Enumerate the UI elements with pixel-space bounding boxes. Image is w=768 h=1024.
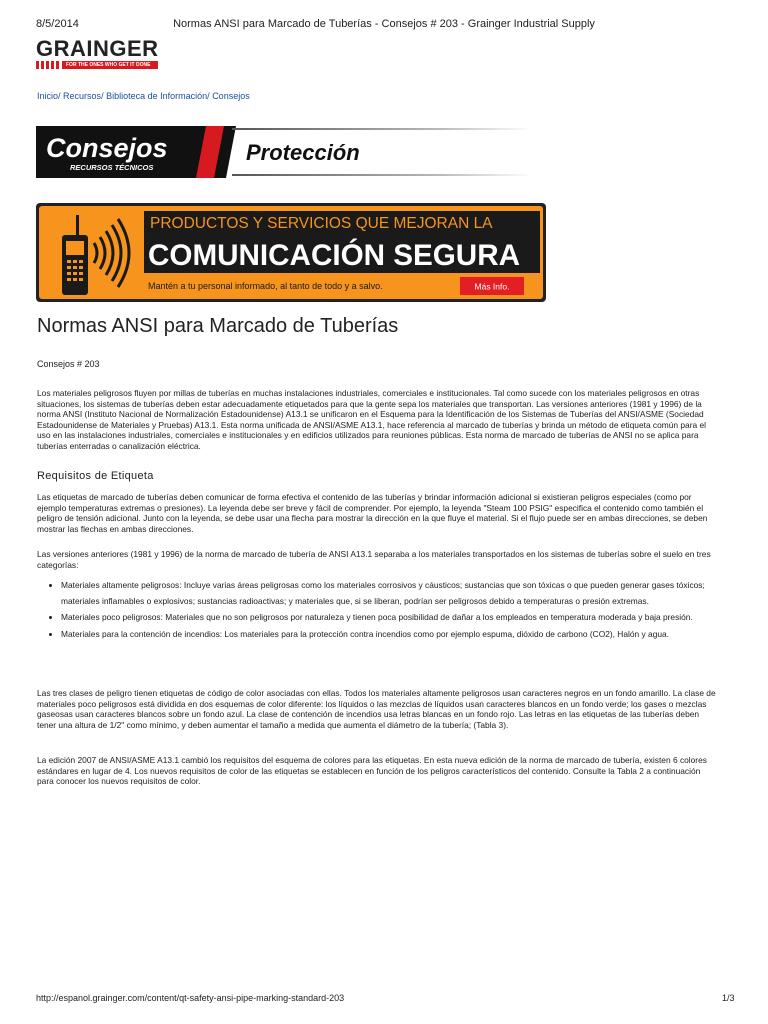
breadcrumb-biblioteca[interactable]: Biblioteca de Información xyxy=(106,91,208,101)
paragraph-3: Las tres clases de peligro tienen etiquetas de código de color asociadas con ellas. Todos los materiales altamente peligrosos usan caracteres negros en un fondo amarillo. La clase de materiales poco peligrosos está dividida en dos esquemas de color diferente: los líquidos o las mezclas de líquidos usan caracteres blancos en un fondo verde; los gases o mezclas gaseosas usan caracteres blancos sobre un fondo azul. La clase de contención de incendios usa letras blancas en un fondo rojo. Las letras en las etiquetas de las tuberías deben tener una altura de 1/2" como mínimo, y deben aumentar el tamaño a medida que aumenta el diámetro de la tubería; (Tabla 3). xyxy=(37,688,716,730)
article-title: Normas ANSI para Marcado de Tuberías xyxy=(37,315,399,337)
logo-stripes xyxy=(36,61,60,69)
grainger-logo[interactable] xyxy=(36,36,160,70)
breadcrumb-separator: / xyxy=(101,91,104,101)
category-list xyxy=(37,578,741,643)
list-item: • Materiales altamente peligrosos: Incluye varias áreas peligrosas como los materiales corrosivos y cáusticos; sustancias que son tóxicas o que pueden generar gases tóxicos; materiales inflamables o explosivos; sustancias radioactivas; y materiales que, si se liberan, podrían ser peligrosos debido a temperaturas o presión extremas. xyxy=(61,578,741,609)
consejos-brand-sub: RECURSOS TÉCNICOS xyxy=(70,163,154,172)
section-heading: Requisitos de Etiqueta xyxy=(37,470,154,482)
list-item: • Materiales para la contención de incendios: Los materiales para la protección contra incendios como por ejemplo espuma, dióxido de carbono (CO2), Halón y agua. xyxy=(61,627,741,643)
print-date: 8/5/2014 xyxy=(36,18,79,30)
consejos-banner xyxy=(36,126,532,178)
promo-tagline: Mantén a tu personal informado, al tanto de todo y a salvo. xyxy=(148,281,383,291)
paragraph-1: Las etiquetas de marcado de tuberías deben comunicar de forma efectiva el contenido de las tuberías y brindar información adicional si existieran peligros especiales (como por ejemplo temperaturas extremas o presiones). La leyenda debe ser breve y fácil de comprender. Por ejemplo, la leyenda "Steam 100 PSIG" especifica el contenido como también el peligro de tensión adicional. Junto con la leyenda, se debe usar una flecha para mostrar la dirección en la que fluye el material. Si el flujo puede ser en ambas direcciones, se deben mostrar las flechas en ambas direcciones. xyxy=(37,492,708,534)
paragraph-2: Las versiones anteriores (1981 y 1996) de la norma de marcado de tubería de ANSI A13.1 separaba a los materiales transportados en los sistemas de tuberías sobre el suelo en tres categorías: xyxy=(37,549,711,570)
mas-info-button[interactable] xyxy=(460,277,524,295)
promo-line2: COMUNICACIÓN SEGURA xyxy=(148,239,525,272)
breadcrumb-consejos[interactable]: Consejos xyxy=(212,91,250,101)
breadcrumb-separator: / xyxy=(58,91,61,101)
paragraph-4: La edición 2007 de ANSI/ASME A13.1 cambió los requisitos del esquema de colores para las etiquetas. En esta nueva edición de la norma de marcado de tubería, existen 6 colores estándares en lugar de 4. Los nuevos requisitos de color de las etiquetas se establecen en función de los peligros característicos del contenido. Consulte la Tabla 2 a continuación para conocer los nuevos requisitos de color. xyxy=(37,755,707,787)
footer-page: 1/3 xyxy=(722,993,735,1003)
breadcrumb-recursos[interactable]: Recursos xyxy=(63,91,102,101)
intro-paragraph: Los materiales peligrosos fluyen por millas de tuberías en muchas instalaciones industriales, comerciales e institucionales. Tal como sucede con los materiales peligrosos en otras situaciones, los sistemas de tuberías deben estar adecuadamente etiquetados para que la gente sepa los materiales que transportan. Las versiones anteriores (1981 y 1996) de la norma ANSI (Instituto Nacional de Normalización Estadounidense) A13.1 se unificaron en el Esquema para la Identificación de los Sistemas de Tuberías del ANSI/ASME (Sociedad Estadounidense de Materiales y Pruebas) A13.1. Esta norma unificada de ANSI/ASME A13.1, hace referencia al marcado de tuberías y brinda un método de etiqueta común para el uso en las instalaciones industriales, comerciales e institucionales y en edificios utilizados para reuniones públicas. Esta norma de marcado de tuberías de ANSI no se aplica para tuberías enterradas o canalización eléctrica. xyxy=(37,388,707,451)
list-item: • Materiales poco peligrosos: Materiales que no son peligrosos por naturaleza y tienen poca posibilidad de dañar a los empleados en temperatura moderada y baja presión. xyxy=(61,610,741,626)
breadcrumb xyxy=(37,91,250,101)
logo-word: GRAINGER xyxy=(36,36,159,61)
consejos-topic: Protección xyxy=(246,140,360,165)
promo-line1: PRODUCTOS Y SERVICIOS QUE MEJORAN LA xyxy=(150,215,493,232)
logo-tagline: FOR THE ONES WHO GET IT DONE xyxy=(66,62,151,68)
breadcrumb-separator: / xyxy=(207,91,210,101)
consejos-brand: Consejos xyxy=(46,133,168,163)
footer-url: http://espanol.grainger.com/content/qt-safety-ansi-pipe-marking-standard-203 xyxy=(36,993,345,1003)
promo-banner[interactable] xyxy=(36,203,546,302)
breadcrumb-inicio[interactable]: Inicio xyxy=(37,91,59,101)
article-subtitle: Consejos # 203 xyxy=(37,359,100,369)
mas-info-label: Más Info. xyxy=(474,281,510,292)
print-page-title: Normas ANSI para Marcado de Tuberías - Consejos # 203 - Grainger Industrial Supply xyxy=(173,18,595,30)
